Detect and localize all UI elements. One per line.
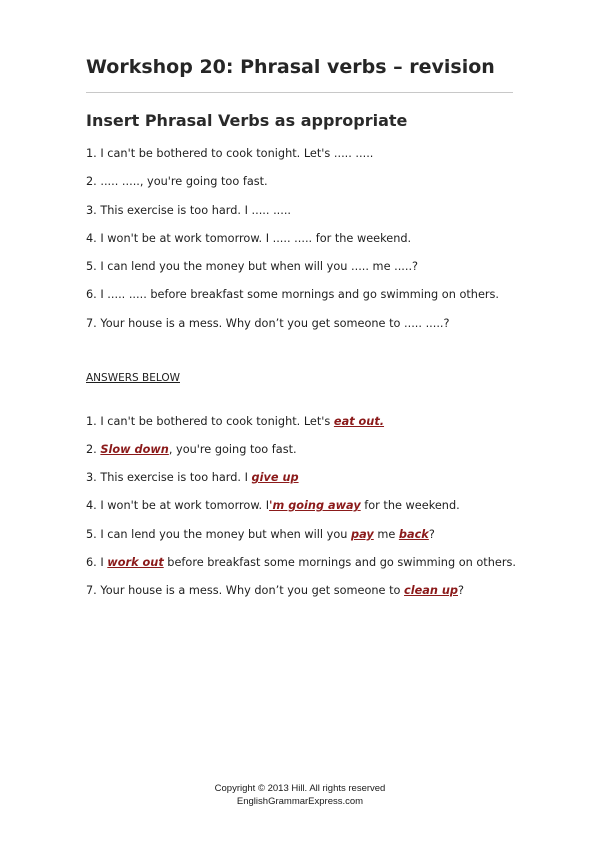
answer-text: ?: [428, 528, 435, 541]
answer-highlight: clean up: [404, 584, 458, 597]
exercise-line: 4. I won't be at work tomorrow. I ..... ..... for the weekend.: [86, 232, 412, 245]
footer-site: EnglishGrammarExpress.com: [236, 796, 364, 807]
exercise-line: 7. Your house is a mess. Why don’t you get someone to ..... .....?: [86, 317, 450, 330]
answer-line: [86, 443, 297, 456]
answer-highlight: Slow down: [100, 443, 169, 456]
answer-text: me: [373, 528, 399, 541]
answer-text: ?: [458, 584, 464, 597]
answer-text: 5. I can lend you the money but when will you: [86, 528, 352, 541]
answer-text: 7. Your house is a mess. Why don’t you get someone to: [86, 584, 405, 597]
section-heading: Insert Phrasal Verbs as appropriate: [86, 111, 408, 130]
answer-highlight: work out: [107, 556, 164, 569]
answer-text: 4. I won't be at work tomorrow. I: [86, 499, 270, 512]
answer-text: 1. I can't be bothered to cook tonight. Let's: [86, 415, 334, 428]
title-divider: [86, 92, 513, 93]
answer-highlight: eat out.: [333, 415, 385, 428]
answer-line: [86, 499, 460, 512]
answers-heading: ANSWERS BELOW: [86, 372, 180, 384]
exercise-line: 6. I ..... ..... before breakfast some mornings and go swimming on others.: [86, 288, 500, 301]
answer-highlight: give up: [251, 471, 299, 484]
answer-text: 6. I: [86, 556, 108, 569]
answer-text: 2.: [86, 443, 101, 456]
answer-text: for the weekend.: [360, 499, 460, 512]
answer-text: before breakfast some mornings and go swimming on others.: [163, 556, 516, 569]
answer-line: [86, 415, 384, 428]
exercise-line: 5. I can lend you the money but when will you ..... me .....?: [86, 260, 419, 273]
answer-highlight: back: [398, 528, 429, 541]
answer-line: [86, 556, 516, 569]
answer-text: 3. This exercise is too hard. I: [86, 471, 252, 484]
page-title: Workshop 20: Phrasal verbs – revision: [86, 56, 495, 78]
answer-highlight: 'm going away: [269, 499, 361, 512]
answer-highlight: pay: [351, 528, 374, 541]
footer-copyright: Copyright © 2013 Hill. All rights reserved: [214, 783, 386, 794]
answer-text: , you're going too fast.: [168, 443, 297, 456]
exercise-line: 2. ..... ....., you're going too fast.: [86, 175, 268, 188]
answer-line: [86, 584, 464, 597]
answer-line: [86, 528, 435, 541]
exercise-line: 3. This exercise is too hard. I ..... .....: [86, 204, 292, 217]
exercise-line: 1. I can't be bothered to cook tonight. Let's ..... .....: [86, 147, 374, 160]
answer-line: [86, 471, 299, 484]
